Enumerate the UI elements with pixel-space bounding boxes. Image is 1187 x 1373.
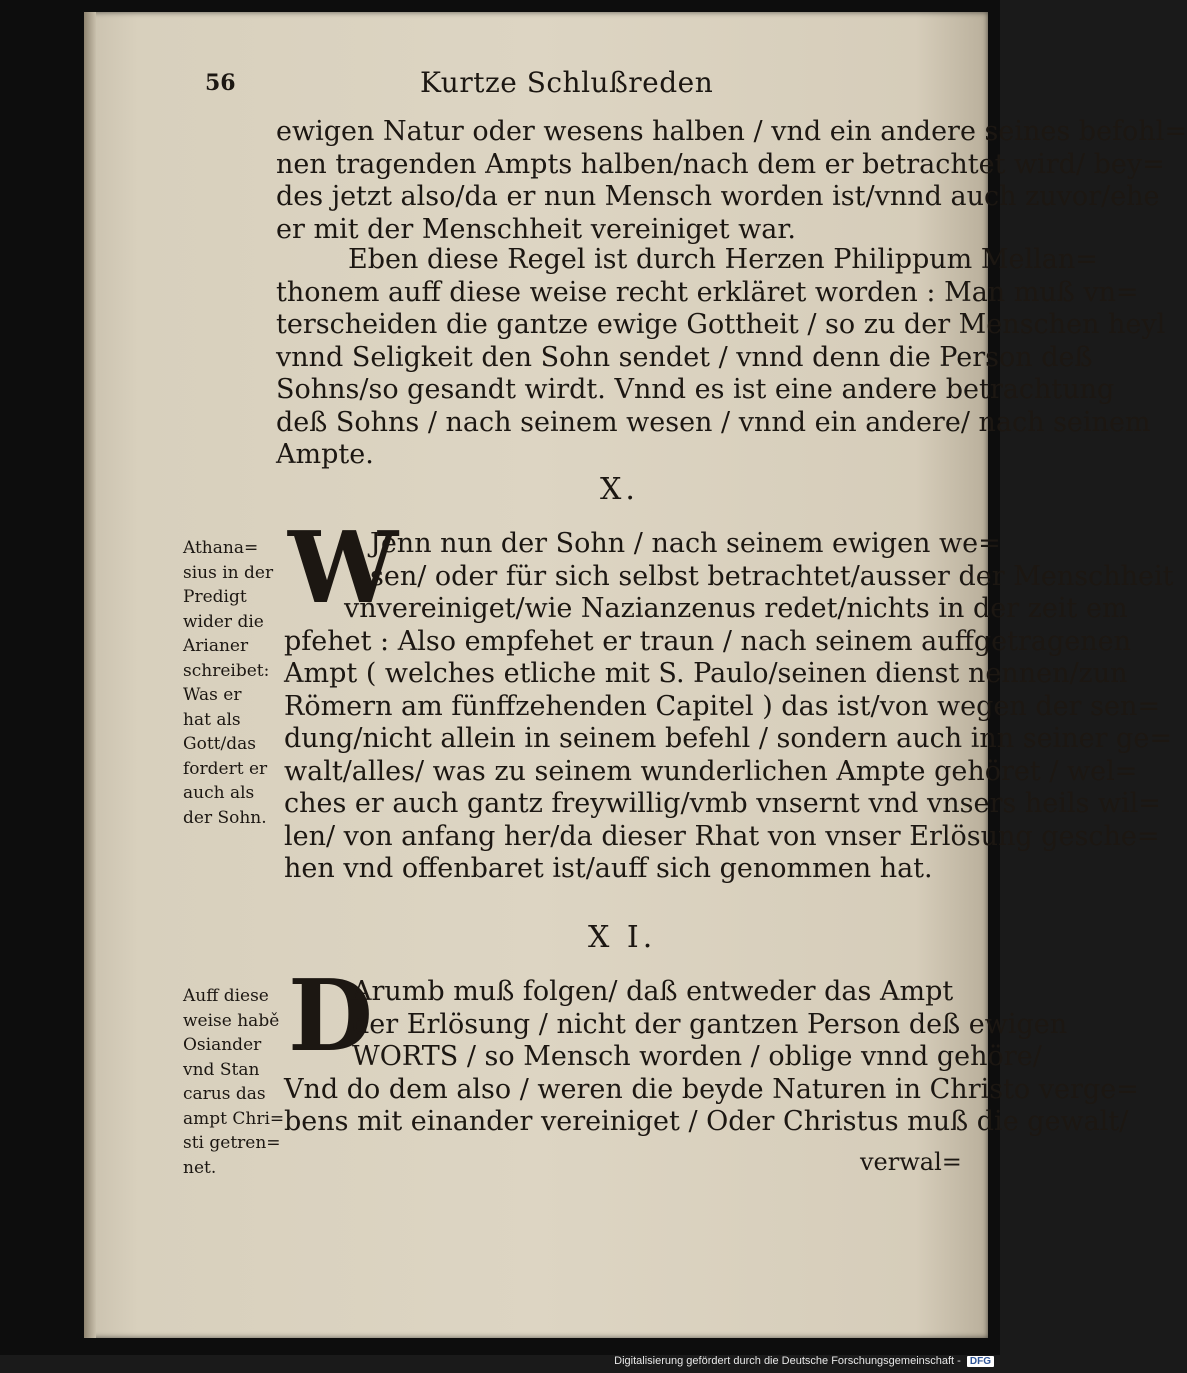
marginal-note-athanasius [183, 536, 283, 830]
marginal-line: schreibet: [183, 660, 270, 681]
footer-text: Digitalisierung gefördert durch die Deutsche Forschungsgemeinschaft - [614, 1355, 961, 1368]
marginal-line: net. [183, 1157, 217, 1178]
marginal-line: Athana= [183, 538, 259, 558]
marginal-line: ampt Chri= [183, 1108, 285, 1129]
text-line: Jenn nun der Sohn / nach seinem ewigen we= [370, 528, 1001, 559]
section-number-11: X I. [588, 920, 657, 955]
dfg-logo: DFG [967, 1356, 994, 1367]
text-line: vnvereiniget/wie Nazianzenus redet/nichts in der zeit em [344, 593, 1128, 624]
running-title: Kurtze Schlußreden [420, 66, 714, 99]
marginal-note-osiander [183, 984, 283, 1180]
marginal-line: weise habě [183, 1010, 280, 1031]
paragraph-1 [276, 116, 1187, 246]
text-line: ewigen Natur oder wesens halben / vnd ein andere seines befohl= [276, 116, 1187, 147]
marginal-line: Was er [183, 685, 242, 705]
text-line: hen vnd offenbaret ist/auff sich genommen hat. [284, 853, 933, 884]
marginal-line: Auff diese [183, 986, 269, 1006]
text-line: bens mit einander vereiniget / Oder Christus muß die gewalt/ [284, 1106, 1129, 1137]
section-11-body [284, 976, 1139, 1139]
text-line: der Erlösung / nicht der gantzen Person deß ewigen [352, 1008, 1068, 1040]
text-line: Sohns/so gesandt wirdt. Vnnd es ist eine andere betrachtung [276, 374, 1115, 405]
catchword: verwal= [860, 1148, 962, 1176]
text-line: Arumb muß folgen/ daß entweder das Ampt [352, 976, 954, 1007]
text-line: Eben diese Regel ist durch Herzen Philippum Mellan= [348, 244, 1098, 275]
marginal-line: sti getren= [183, 1133, 281, 1153]
decorated-initial-d: D [288, 959, 373, 1074]
marginal-line: Predigt [183, 587, 247, 607]
text-line: terscheiden die gantze ewige Gottheit / so zu der Menschen heyl [276, 309, 1166, 340]
marginal-line: wider die [183, 611, 264, 632]
marginal-line: fordert er [183, 758, 268, 779]
text-line: deß Sohns / nach seinem wesen / vnnd ein andere/ nach seinem [276, 406, 1151, 438]
page-number: 56 [205, 70, 236, 96]
text-line: dung/nicht allein in seinem befehl / sondern auch inn seiner ge= [284, 723, 1172, 754]
text-line: des jetzt also/da er nun Mensch worden ist/vnnd auch zuvor/ehe [276, 181, 1160, 212]
paragraph-2 [276, 244, 1166, 472]
marginal-line: sius in der [183, 562, 274, 583]
text-line: Ampte. [276, 439, 374, 470]
marginal-line: vnd Stan [183, 1059, 260, 1080]
text-line: Römern am fünffzehenden Capitel ) das ist/von wegen der sen= [284, 690, 1160, 722]
marginal-line: Arianer [183, 636, 249, 656]
text-line: er mit der Menschheit vereiniget war. [276, 213, 796, 245]
marginal-line: Osiander [183, 1035, 262, 1055]
text-line: ches er auch gantz freywillig/vmb vnsernt vnd vnsers heils wil= [284, 788, 1161, 819]
digitization-footer [614, 1355, 994, 1371]
text-line: WORTS / so Mensch worden / oblige vnnd gehöre/ [352, 1041, 1042, 1072]
text-line: Vnd do dem also / weren die beyde Naturen in Christo verge= [284, 1073, 1139, 1105]
text-line: Ampt ( welches etliche mit S. Paulo/seinen dienst nennen/zun [284, 658, 1128, 689]
decorated-initial-w: W [288, 511, 399, 626]
text-line: vnnd Seligkeit den Sohn sendet / vnnd denn die Person deß [276, 341, 1093, 373]
text-line: thonem auff diese weise recht erkläret worden : Man muß vn= [276, 276, 1139, 308]
marginal-line: auch als [183, 783, 255, 803]
marginal-line: der Sohn. [183, 807, 267, 828]
text-line: walt/alles/ was zu seinem wunderlichen Ampte gehöret / wel= [284, 755, 1138, 787]
text-line: nen tragenden Ampts halben/nach dem er betrachtet wird/ bey= [276, 148, 1165, 180]
page-gutter [84, 12, 96, 1338]
text-line: sen/ oder für sich selbst betrachtet/ausser der Menschheit [370, 560, 1174, 592]
section-10-body [284, 528, 1174, 886]
page-header [205, 62, 885, 102]
marginal-line: Gott/das [183, 734, 256, 754]
marginal-line: hat als [183, 709, 241, 730]
text-line: len/ von anfang her/da dieser Rhat von vnser Erlösung gesche= [284, 820, 1160, 852]
section-number-10: X. [600, 472, 639, 507]
marginal-line: carus das [183, 1084, 266, 1104]
text-line: pfehet : Also empfehet er traun / nach seinem auffgetragenen [284, 625, 1131, 657]
